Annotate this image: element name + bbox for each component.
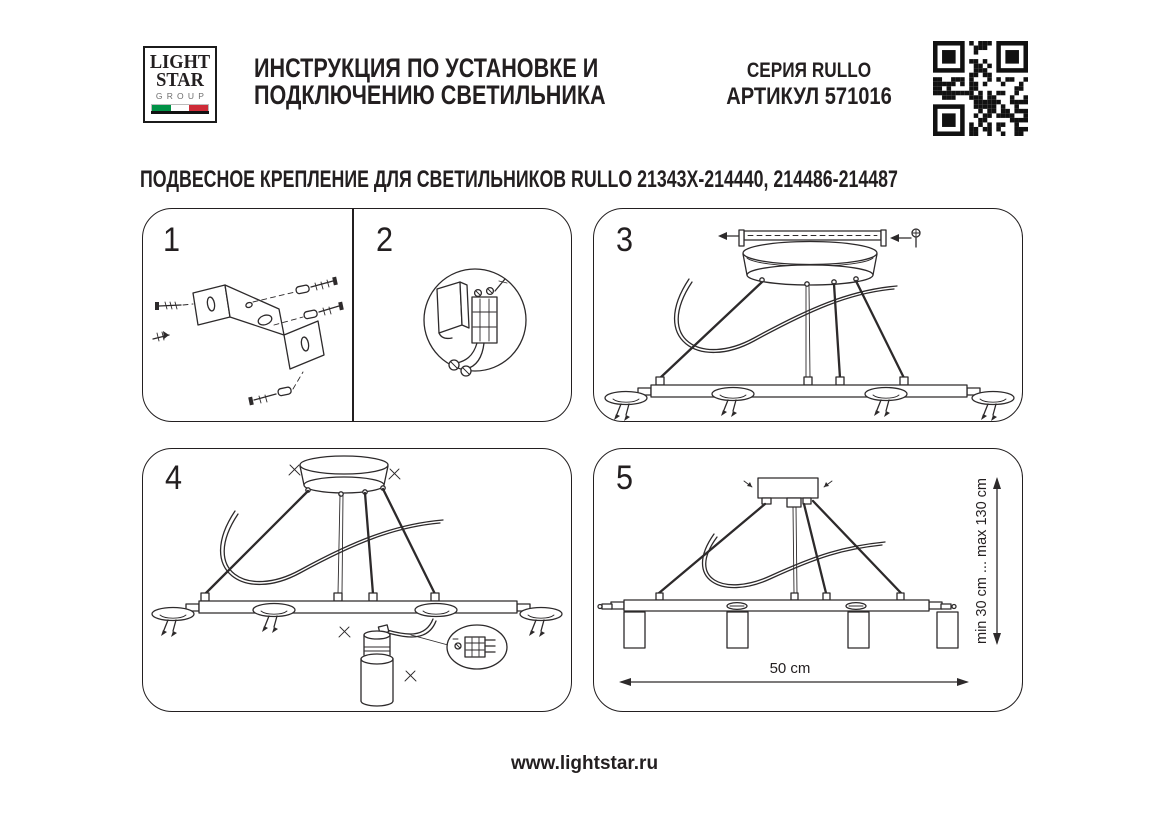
- screw-dowel-icon: [248, 372, 303, 405]
- screw-icon: [155, 302, 193, 310]
- logo-group: GROUP: [155, 91, 209, 101]
- ceiling-box-drawing: [744, 478, 832, 507]
- qr-code-svg: [933, 41, 1028, 136]
- logo-light: LIGHT: [149, 51, 211, 73]
- power-cord: [221, 511, 443, 584]
- panel-step-3: [593, 208, 1023, 422]
- fixture-bar-drawing: [605, 377, 1014, 421]
- lamp-holder: [605, 392, 647, 422]
- step-4-diagram: [143, 449, 573, 713]
- suspension-cables: [205, 489, 435, 594]
- page-title: [254, 55, 606, 109]
- panel-steps-1-2: [142, 208, 572, 422]
- suspension-cables: [660, 281, 904, 378]
- step-3-diagram: [594, 209, 1024, 423]
- terminal-detail-balloon: [411, 625, 507, 669]
- series-label: СЕРИЯ RULLO: [746, 59, 872, 82]
- width-dimension-label: 50 cm: [769, 660, 811, 677]
- title-line-2: ПОДКЛЮЧЕНИЮ СВЕТИЛЬНИКА: [254, 80, 606, 110]
- website-url: www.lightstar.ru: [510, 753, 659, 774]
- panel-step-5: [593, 448, 1023, 712]
- step-3-number: 3: [616, 221, 634, 259]
- height-dimension: [993, 477, 1001, 645]
- step-2-number: 2: [376, 221, 394, 259]
- width-dimension: [619, 678, 969, 686]
- screw-dowel-icon: [253, 277, 338, 302]
- article-label: АРТИКУЛ 571016: [726, 83, 892, 110]
- screw-dowel-icon: [274, 302, 344, 325]
- tighten-mark: [289, 465, 300, 475]
- qr-code: [933, 41, 1028, 136]
- lamp-holder: [253, 604, 295, 634]
- small-screw-icon: [153, 331, 169, 341]
- lamp-holder: [520, 608, 562, 638]
- lamp-holder: [415, 604, 457, 617]
- step-1-2-diagram: [143, 209, 573, 423]
- canopy-drawing: [743, 242, 877, 287]
- logo-star: STAR: [156, 69, 204, 91]
- fixture-bar-drawing: [152, 593, 562, 637]
- step-1-number: 1: [163, 221, 181, 259]
- italy-flag-icon: [151, 104, 209, 111]
- lightstar-logo: [143, 46, 217, 123]
- step-4-number: 4: [165, 459, 183, 497]
- tighten-mark: [405, 671, 416, 681]
- lamp-holder: [712, 388, 754, 418]
- fixture-bar-drawing: [598, 593, 958, 648]
- step-5-number: 5: [616, 459, 634, 497]
- tighten-mark: [389, 469, 400, 479]
- document-subtitle: ПОДВЕСНОЕ КРЕПЛЕНИЕ ДЛЯ СВЕТИЛЬНИКОВ RULLO 21343X-214440, 214486-214487: [140, 166, 898, 193]
- lamp-holder: [865, 388, 907, 418]
- flag-underline: [151, 111, 209, 114]
- power-cord: [675, 279, 897, 352]
- terminal-detail-drawing: [424, 269, 526, 376]
- height-dimension-label: min 30 cm ... max 130 cm: [974, 478, 990, 644]
- lamp-holder: [972, 392, 1014, 422]
- panel-step-4: [142, 448, 572, 712]
- tighten-mark: [339, 627, 350, 637]
- lamp-holder: [152, 608, 194, 638]
- series-article-block: [702, 58, 915, 111]
- title-line-1: ИНСТРУКЦИЯ ПО УСТАНОВКЕ И: [254, 53, 599, 83]
- lamp-shade-drawing: [339, 627, 416, 706]
- mounting-bracket-drawing: [153, 277, 344, 406]
